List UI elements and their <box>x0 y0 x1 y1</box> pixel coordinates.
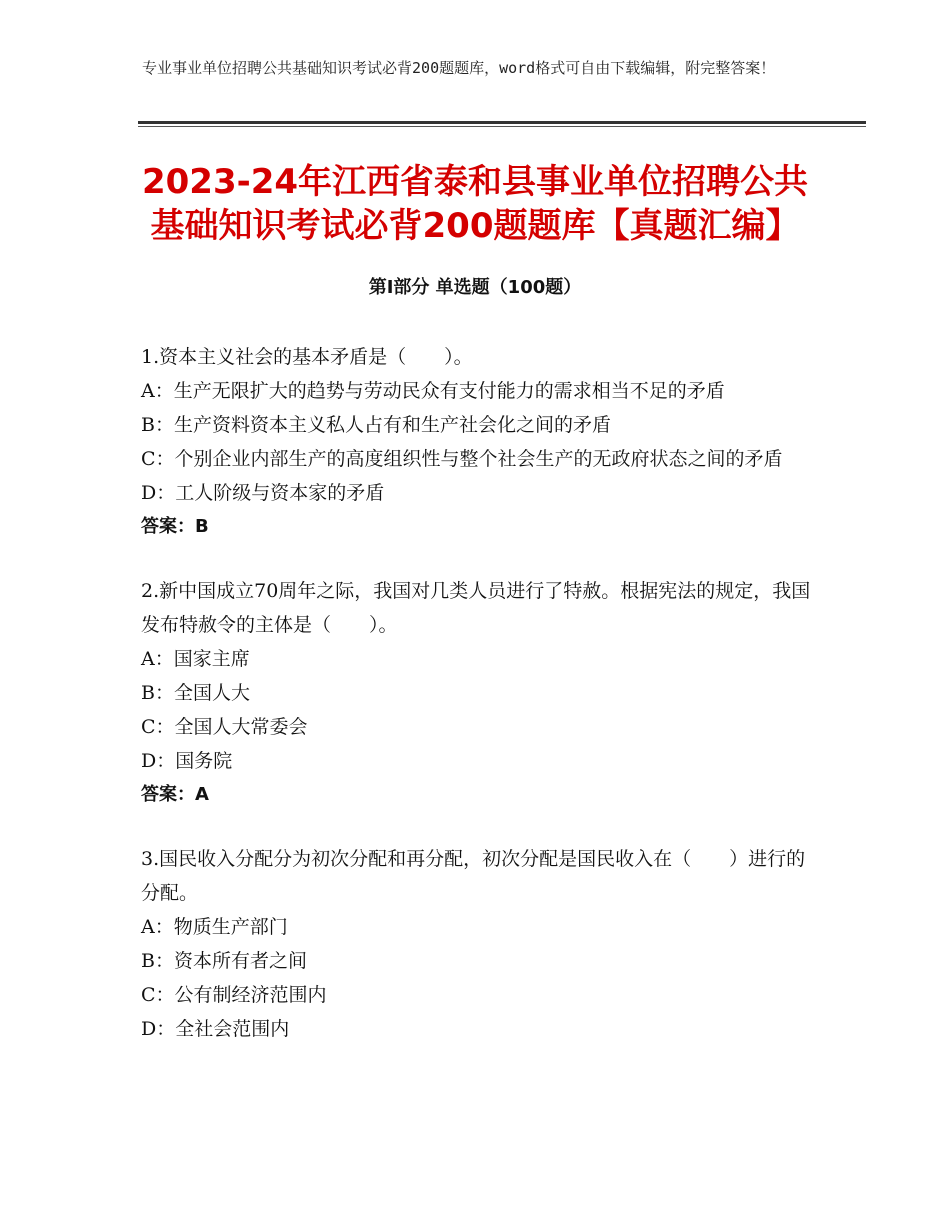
option-b: B：资本所有者之间 <box>141 950 307 972</box>
header-rule-thick <box>138 121 866 124</box>
option-b: B：生产资料资本主义私人占有和生产社会化之间的矛盾 <box>141 414 611 436</box>
question-1 <box>141 340 811 544</box>
question-2 <box>141 574 811 812</box>
option-c: C：公有制经济范围内 <box>141 984 327 1006</box>
header-note: 专业事业单位招聘公共基础知识考试必背200题题库，word格式可自由下载编辑，附完整答案！ <box>142 59 776 77</box>
question-stem: 1.资本主义社会的基本矛盾是（ ）。 <box>141 346 473 368</box>
answer: 答案：B <box>141 516 209 537</box>
answer: 答案：A <box>141 784 209 805</box>
option-c: C：全国人大常委会 <box>141 716 308 738</box>
option-a: A：生产无限扩大的趋势与劳动民众有支付能力的需求相当不足的矛盾 <box>141 380 725 402</box>
option-a: A：国家主席 <box>141 648 250 670</box>
question-stem: 2.新中国成立70周年之际，我国对几类人员进行了特赦。根据宪法的规定，我国发布特赦令的主体是（ ）。 <box>141 580 811 636</box>
option-b: B：全国人大 <box>141 682 250 704</box>
question-3 <box>141 842 811 1046</box>
section-title: 第Ⅰ部分 单选题（100题） <box>368 277 582 298</box>
option-d: D：全社会范围内 <box>141 1018 290 1040</box>
option-a: A：物质生产部门 <box>141 916 288 938</box>
option-c: C：个别企业内部生产的高度组织性与整个社会生产的无政府状态之间的矛盾 <box>141 448 783 470</box>
question-list <box>141 340 811 1076</box>
question-stem: 3.国民收入分配分为初次分配和再分配，初次分配是国民收入在（ ）进行的分配。 <box>141 848 806 904</box>
option-d: D：国务院 <box>141 750 233 772</box>
option-d: D：工人阶级与资本家的矛盾 <box>141 482 385 504</box>
document-title: 2023-24年江西省泰和县事业单位招聘公共基础知识考试必背200题题库【真题汇编】 <box>141 162 809 246</box>
header-rule-thin <box>138 126 866 127</box>
